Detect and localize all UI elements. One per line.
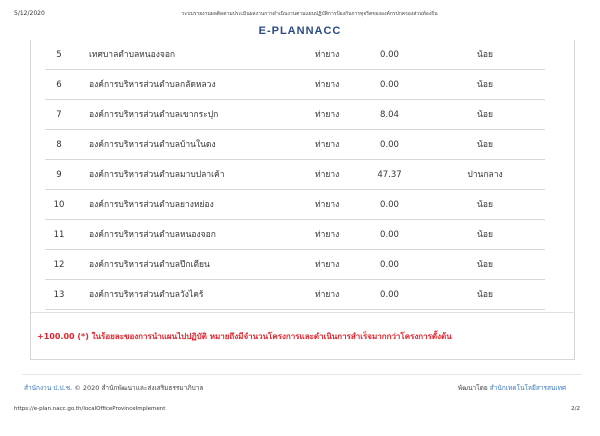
percent-value: 0.00 bbox=[380, 50, 399, 60]
copyright-text: © 2020 สำนักพัฒนาและส่งเสริมธรรมาภิบาล bbox=[74, 384, 204, 392]
organization-name: องค์การบริหารส่วนตำบลยางหย่อง bbox=[89, 200, 214, 210]
district-name: ท่ายาง bbox=[315, 80, 340, 90]
footer-developer bbox=[458, 383, 566, 393]
print-page-title: ระบบรายงานผลติดตามประเมินผลงานการดำเนินงานตามแผนปฏิบัติการป้องกันการทุจริตขององค์กรปกครองส่วนท้องถิ่น bbox=[182, 11, 438, 17]
percent-value: 0.00 bbox=[380, 140, 399, 150]
print-date: 5/12/2020 bbox=[14, 10, 45, 17]
table-row bbox=[45, 130, 545, 160]
row-number: 5 bbox=[56, 50, 62, 60]
level-label: น้อย bbox=[477, 290, 493, 300]
developer-link[interactable]: สำนักเทคโนโลยีสารสนเทศ bbox=[489, 384, 566, 392]
percent-value: 8.04 bbox=[380, 110, 399, 120]
row-number: 11 bbox=[53, 230, 65, 240]
divider bbox=[31, 312, 574, 313]
table-row bbox=[45, 100, 545, 130]
row-number: 8 bbox=[56, 140, 62, 150]
organization-name: องค์การบริหารส่วนตำบลปึกเตียน bbox=[89, 260, 210, 270]
organization-name: องค์การบริหารส่วนตำบลมาบปลาเค้า bbox=[89, 170, 225, 180]
district-name: ท่ายาง bbox=[315, 230, 340, 240]
brand-logo[interactable]: E-PLANNACC bbox=[258, 25, 342, 37]
row-number: 6 bbox=[56, 80, 62, 90]
district-name: ท่ายาง bbox=[315, 260, 340, 270]
percent-value: 0.00 bbox=[380, 80, 399, 90]
row-number: 10 bbox=[53, 200, 65, 210]
print-url: https://e-plan.nacc.go.th/localOfficeProvinceImplement bbox=[14, 406, 166, 412]
organization-name: เทศบาลตำบลหนองจอก bbox=[89, 50, 176, 60]
organization-name: องค์การบริหารส่วนตำบลบ้านในดง bbox=[89, 140, 216, 150]
row-number: 13 bbox=[53, 290, 65, 300]
percent-value: 0.00 bbox=[380, 290, 399, 300]
district-name: ท่ายาง bbox=[315, 50, 340, 60]
level-label: น้อย bbox=[477, 200, 493, 210]
table-row bbox=[45, 220, 545, 250]
table-row bbox=[45, 160, 545, 190]
district-name: ท่ายาง bbox=[315, 170, 340, 180]
district-name: ท่ายาง bbox=[315, 110, 340, 120]
level-label: น้อย bbox=[477, 260, 493, 270]
table-row bbox=[45, 70, 545, 100]
org-link[interactable]: สำนักงาน ป.ป.ช. bbox=[24, 384, 73, 392]
row-number: 12 bbox=[53, 260, 65, 270]
organization-name: องค์การบริหารส่วนตำบลหนองจอก bbox=[89, 230, 216, 240]
level-label: ปานกลาง bbox=[467, 170, 503, 180]
percent-value: 0.00 bbox=[380, 200, 399, 210]
table-row bbox=[45, 190, 545, 220]
level-label: น้อย bbox=[477, 140, 493, 150]
report-panel bbox=[30, 40, 575, 360]
district-name: ท่ายาง bbox=[315, 140, 340, 150]
district-name: ท่ายาง bbox=[315, 290, 340, 300]
organization-name: องค์การบริหารส่วนตำบลวังไคร้ bbox=[89, 290, 204, 300]
percent-value: 0.00 bbox=[380, 260, 399, 270]
print-page-number: 2/2 bbox=[571, 406, 580, 412]
table-row bbox=[45, 250, 545, 280]
developer-label: พัฒนาโดย bbox=[457, 384, 488, 392]
percent-value: 47.37 bbox=[377, 170, 402, 180]
footnote: +100.00 (*) ในร้อยละของการนำแผนไปปฏิบัติ หมายถึงมีจำนวนโครงการและดำเนินการสำเร็จมากกว่าโครงการตั้งต้น bbox=[37, 332, 452, 341]
footer-divider bbox=[22, 374, 582, 375]
level-label: น้อย bbox=[477, 230, 493, 240]
footer-copyright bbox=[24, 383, 203, 393]
level-label: น้อย bbox=[477, 80, 493, 90]
table-row bbox=[45, 40, 545, 70]
level-label: น้อย bbox=[477, 110, 493, 120]
percent-value: 0.00 bbox=[380, 230, 399, 240]
row-number: 7 bbox=[56, 110, 62, 120]
district-name: ท่ายาง bbox=[315, 200, 340, 210]
level-label: น้อย bbox=[477, 50, 493, 60]
organization-name: องค์การบริหารส่วนตำบลกลัดหลวง bbox=[89, 80, 216, 90]
table-row bbox=[45, 280, 545, 310]
organization-name: องค์การบริหารส่วนตำบลเขากระปุก bbox=[89, 110, 219, 120]
row-number: 9 bbox=[56, 170, 62, 180]
